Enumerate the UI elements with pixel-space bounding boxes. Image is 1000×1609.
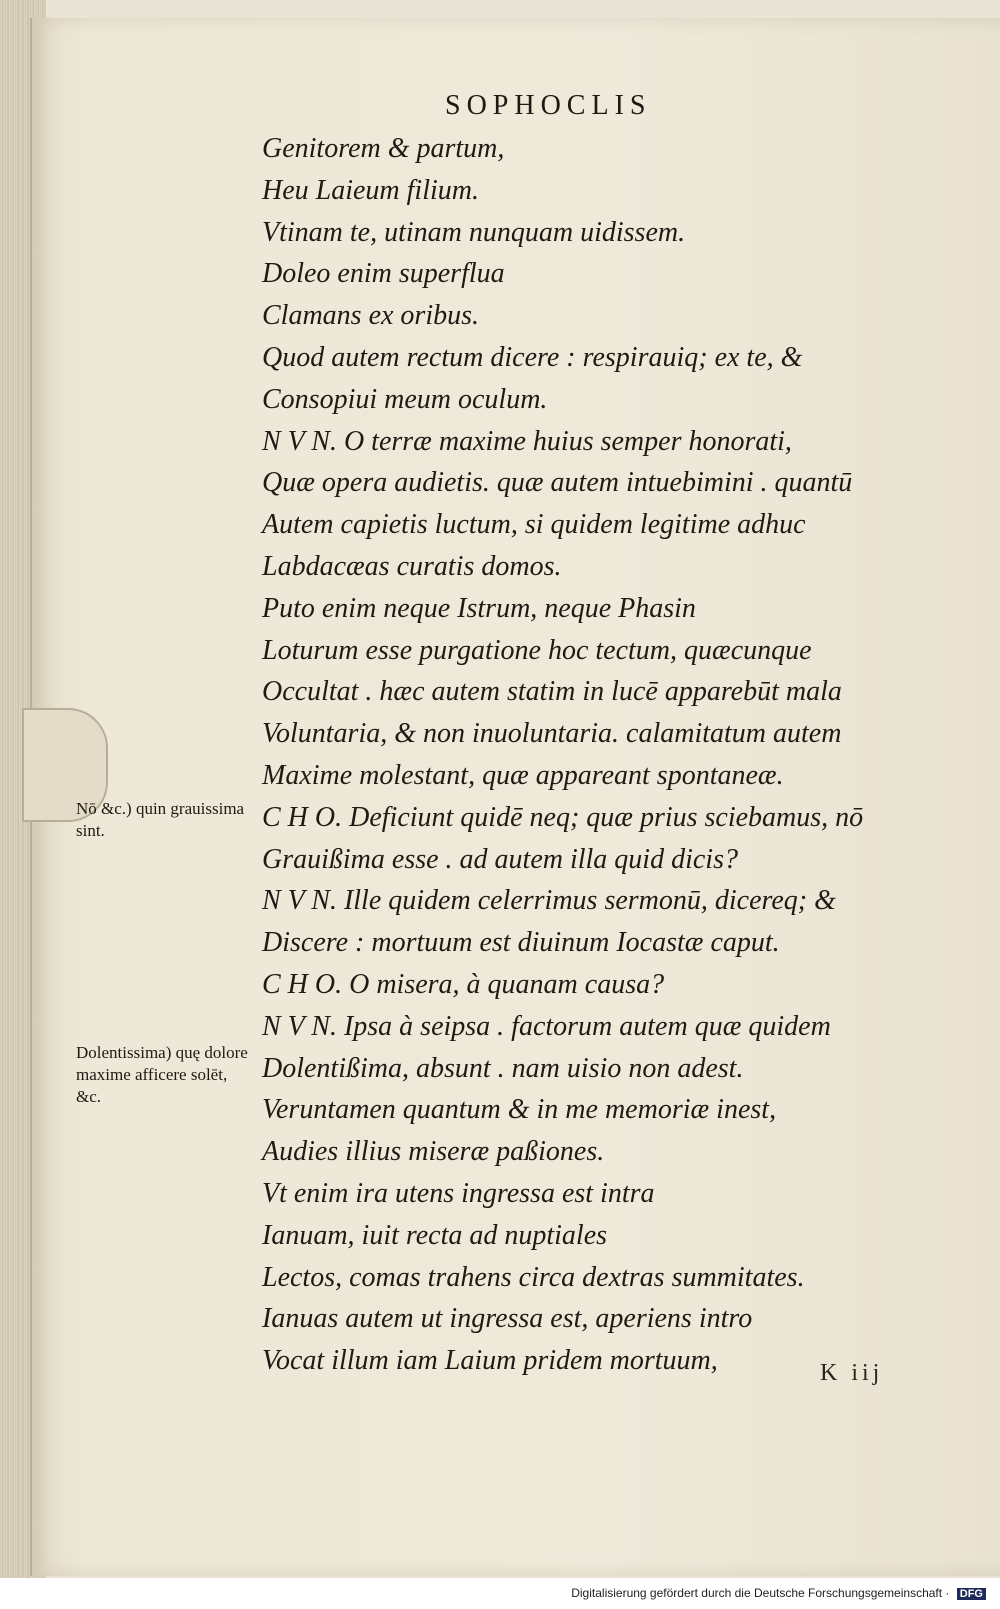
verse-line: Labdacæas curatis domos.	[262, 550, 562, 582]
signature-mark: K iij	[820, 1360, 884, 1386]
verse-line: Quod autem rectum dicere : respirauiq; ex te, &	[262, 341, 803, 373]
verse-line: Voluntaria, & non inuoluntaria. calamitatum autem	[262, 718, 842, 750]
verse-line: Vtinam te, utinam nunquam uidissem.	[262, 216, 686, 248]
verse-line: Vt enim ira utens ingressa est intra	[262, 1177, 655, 1209]
verse-line: N V N. Ille quidem celerrimus sermonū, dicereq; &	[262, 885, 836, 917]
digitization-footer	[0, 1578, 1000, 1609]
verse-line: Veruntamen quantum & in me memoriæ inest,	[262, 1094, 777, 1126]
running-head: SOPHOCLIS	[445, 90, 652, 121]
verse-line: Discere : mortuum est diuinum Iocastæ caput.	[262, 927, 780, 959]
verse-line: Audies illius miseræ paßiones.	[262, 1136, 605, 1168]
verse-line: N V N. Ipsa à seipsa . factorum autem quæ quidem	[262, 1010, 831, 1042]
footer-credit-wrapper	[571, 1586, 986, 1600]
verse-text-block	[262, 128, 962, 1382]
verse-line: Doleo enim superflua	[262, 258, 505, 290]
verse-line: C H O. O misera, à quanam causa?	[262, 968, 665, 1000]
verse-line: Maxime molestant, quæ appareant spontaneæ.	[262, 759, 784, 791]
footer-credit: Digitalisierung gefördert durch die Deutsche Forschungsgemeinschaft ·	[571, 1586, 950, 1600]
verse-line: Genitorem & partum,	[262, 133, 505, 164]
verse-line: Occultat . hæc autem statim in lucē apparebūt mala	[262, 676, 842, 708]
dfg-logo: DFG	[957, 1588, 986, 1600]
verse-line: Vocat illum iam Laium pridem mortuum,	[262, 1345, 718, 1377]
verse-line: Grauißima esse . ad autem illa quid dicis?	[262, 843, 738, 875]
verse-line: Clamans ex oribus.	[262, 300, 479, 332]
verse-line: Heu Laieum filium.	[262, 174, 479, 206]
verse-line: Consopiui meum oculum.	[262, 383, 548, 415]
verse-line: Puto enim neque Istrum, neque Phasin	[262, 592, 696, 624]
margin-note: Nō &c.) quin grauissima sint.	[76, 799, 245, 840]
verse-line: Quæ opera audietis. quæ autem intuebimini . quantū	[262, 467, 853, 499]
verse-line: C H O. Deficiunt quidē neq; quæ prius sciebamus, nō	[262, 801, 864, 833]
verse-line: Dolentißima, absunt . nam uisio non adest.	[262, 1052, 744, 1084]
verse-line: N V N. O terræ maxime huius semper honorati,	[262, 425, 792, 457]
verse-line: Lectos, comas trahens circa dextras summitates.	[262, 1261, 805, 1293]
verse-line: Autem capietis luctum, si quidem legitime adhuc	[262, 509, 806, 541]
verse-line: Ianuam, iuit recta ad nuptiales	[262, 1219, 608, 1251]
verse-line: Ianuas autem ut ingressa est, aperiens intro	[262, 1303, 753, 1335]
verse-line: Loturum esse purgatione hoc tectum, quæcunque	[262, 634, 812, 666]
margin-note: Dolentissima) quę dolore maxime afficere solēt, &c.	[76, 1043, 248, 1106]
